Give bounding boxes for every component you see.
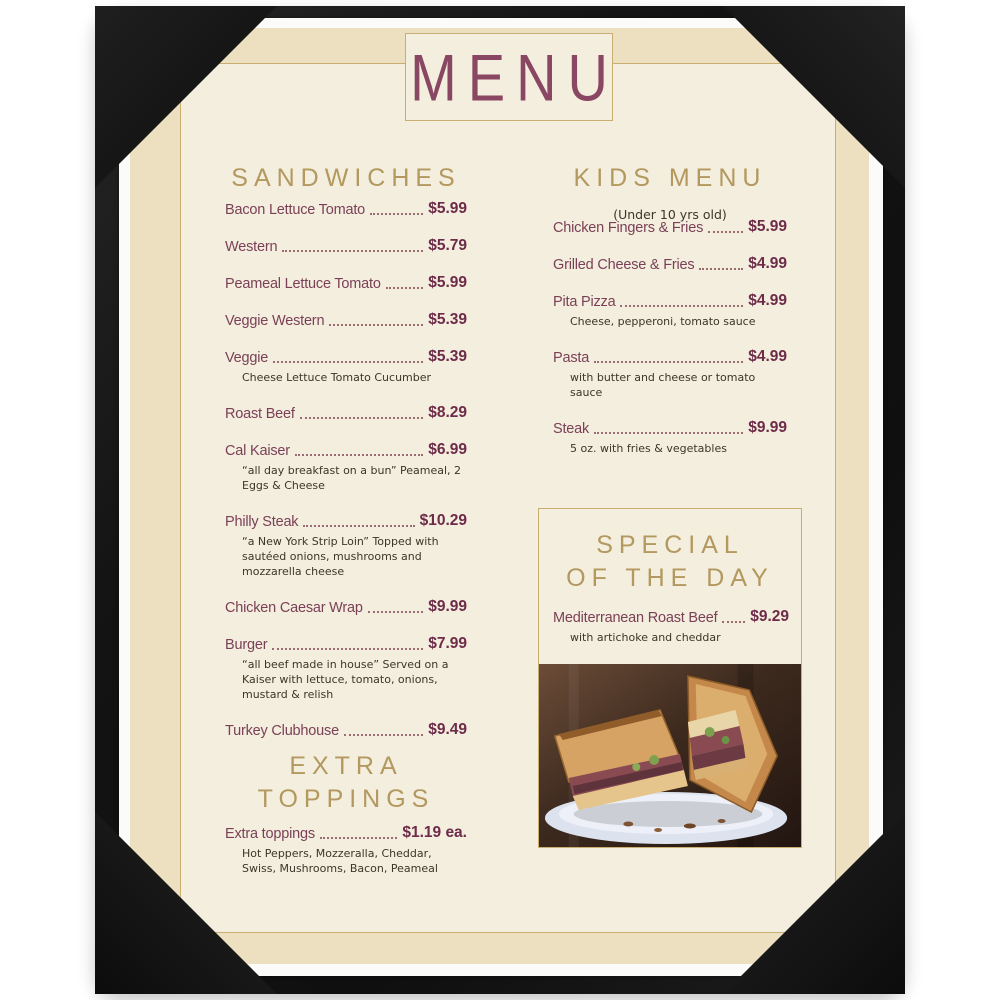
menu-title-box	[405, 33, 619, 121]
item-price: $5.39	[428, 348, 467, 365]
menu-item	[225, 274, 467, 292]
dotted-leader	[295, 454, 423, 456]
menu-item	[553, 255, 787, 273]
item-name: Veggie	[225, 350, 269, 366]
item-price: $9.99	[748, 419, 787, 436]
menu-item-row	[225, 512, 467, 530]
dotted-leader	[368, 611, 423, 613]
sandwiches-list	[225, 200, 467, 758]
dotted-leader	[370, 213, 423, 215]
item-price: $10.29	[419, 512, 467, 529]
item-price: $1.19 ea.	[402, 824, 467, 841]
item-description: “a New York Strip Loin” Topped with sautéed onions, mushrooms and mozzarella cheese	[242, 535, 439, 578]
item-description: “all day breakfast on a bun” Peameal, 2 Eggs & Cheese	[242, 464, 462, 492]
menu-item-row	[553, 255, 787, 273]
dotted-leader	[708, 231, 743, 233]
special-heading-line1: SPECIAL	[596, 531, 744, 559]
dotted-leader	[320, 837, 397, 839]
item-name: Bacon Lettuce Tomato	[225, 202, 366, 218]
item-name: Pita Pizza	[553, 294, 616, 310]
dotted-leader	[300, 417, 423, 419]
menu-item	[225, 311, 467, 329]
special-heading-line2: OF THE DAY	[566, 564, 774, 592]
menu-item-row	[225, 311, 467, 329]
item-description: Cheese Lettuce Tomato Cucumber	[242, 371, 432, 384]
menu-cover	[95, 6, 905, 994]
item-description: 5 oz. with fries & vegetables	[570, 442, 727, 455]
menu-item-row	[553, 218, 787, 236]
item-name: Philly Steak	[225, 514, 299, 530]
item-price: $4.99	[748, 292, 787, 309]
extra-toppings-heading	[225, 750, 467, 816]
menu-item-row	[225, 274, 467, 292]
dotted-leader	[699, 268, 743, 270]
item-price: $4.99	[748, 348, 787, 365]
special-heading	[539, 529, 801, 595]
item-name: Grilled Cheese & Fries	[553, 257, 695, 273]
menu-item-row	[225, 635, 467, 653]
item-name: Extra toppings	[225, 826, 315, 842]
dotted-leader	[594, 361, 743, 363]
menu-item	[553, 218, 787, 236]
menu-item-row	[225, 598, 467, 616]
item-name: Turkey Clubhouse	[225, 723, 339, 739]
item-price: $5.99	[748, 218, 787, 235]
kids-menu-subtitle: (Under 10 yrs old)	[613, 207, 727, 222]
dotted-leader	[594, 432, 743, 434]
roast-beef-sandwich-photo	[539, 664, 801, 847]
kids-menu-list	[553, 218, 787, 475]
item-price: $9.49	[428, 721, 467, 738]
menu-item-row	[553, 348, 787, 366]
item-name: Chicken Caesar Wrap	[225, 600, 363, 616]
menu-item	[225, 598, 467, 616]
extra-toppings-list	[225, 824, 467, 895]
item-name: Steak	[553, 421, 590, 437]
item-name: Roast Beef	[225, 406, 295, 422]
special-list	[553, 608, 789, 645]
menu-item-row	[225, 824, 467, 842]
kids-menu-title: KIDS MENU	[573, 164, 767, 192]
dotted-leader	[329, 324, 423, 326]
menu-item	[225, 635, 467, 702]
menu-item-row	[225, 348, 467, 366]
menu-item-row	[225, 237, 467, 255]
menu-item	[225, 237, 467, 255]
dotted-leader	[722, 621, 745, 623]
menu-item	[225, 512, 467, 579]
extra-toppings-heading-line2: TOPPINGS	[257, 785, 435, 813]
item-price: $6.99	[428, 441, 467, 458]
menu-item-row	[225, 441, 467, 459]
menu-item-row	[225, 721, 467, 739]
dotted-leader	[303, 525, 414, 527]
item-description: with butter and cheese or tomato sauce	[570, 371, 756, 399]
item-name: Chicken Fingers & Fries	[553, 220, 704, 236]
menu-item	[553, 419, 787, 456]
menu-item-row	[553, 419, 787, 437]
menu-item-row	[553, 608, 789, 626]
item-name: Pasta	[553, 350, 590, 366]
menu-item	[225, 824, 467, 876]
item-name: Western	[225, 239, 278, 255]
item-price: $5.79	[428, 237, 467, 254]
item-description: “all beef made in house” Served on a Kaiser with lettuce, tomato, onions, mustard & relish	[242, 658, 449, 701]
dotted-leader	[386, 287, 423, 289]
item-name: Peameal Lettuce Tomato	[225, 276, 381, 292]
item-price: $5.99	[428, 274, 467, 291]
item-description: Hot Peppers, Mozzeralla, Cheddar, Swiss, Mushrooms, Bacon, Peameal	[242, 847, 438, 875]
dotted-leader	[282, 250, 423, 252]
item-price: $9.29	[750, 608, 789, 625]
item-name: Cal Kaiser	[225, 443, 290, 459]
sandwiches-heading: SANDWICHES	[231, 164, 461, 192]
item-price: $5.39	[428, 311, 467, 328]
item-description: with artichoke and cheddar	[570, 631, 721, 644]
menu-item	[225, 404, 467, 422]
extra-toppings-heading-line1: EXTRA	[289, 752, 403, 780]
item-price: $8.29	[428, 404, 467, 421]
item-description: Cheese, pepperoni, tomato sauce	[570, 315, 756, 328]
item-price: $9.99	[428, 598, 467, 615]
menu-item	[225, 348, 467, 385]
item-name: Veggie Western	[225, 313, 325, 329]
item-price: $4.99	[748, 255, 787, 272]
menu-item-row	[553, 292, 787, 310]
item-price: $5.99	[428, 200, 467, 217]
item-name: Mediterranean Roast Beef	[553, 610, 718, 626]
menu-item	[225, 200, 467, 218]
dotted-leader	[273, 361, 423, 363]
menu-item	[225, 441, 467, 493]
menu-item	[553, 608, 789, 645]
dotted-leader	[344, 734, 423, 736]
menu-page	[130, 28, 869, 964]
special-of-the-day-box	[538, 508, 802, 848]
item-name: Burger	[225, 637, 268, 653]
menu-item-row	[225, 404, 467, 422]
item-price: $7.99	[428, 635, 467, 652]
dotted-leader	[620, 305, 743, 307]
menu-title: MENU	[410, 39, 619, 115]
dotted-leader	[272, 648, 423, 650]
menu-item	[553, 292, 787, 329]
menu-item	[553, 348, 787, 400]
menu-item-row	[225, 200, 467, 218]
menu-item	[225, 721, 467, 739]
